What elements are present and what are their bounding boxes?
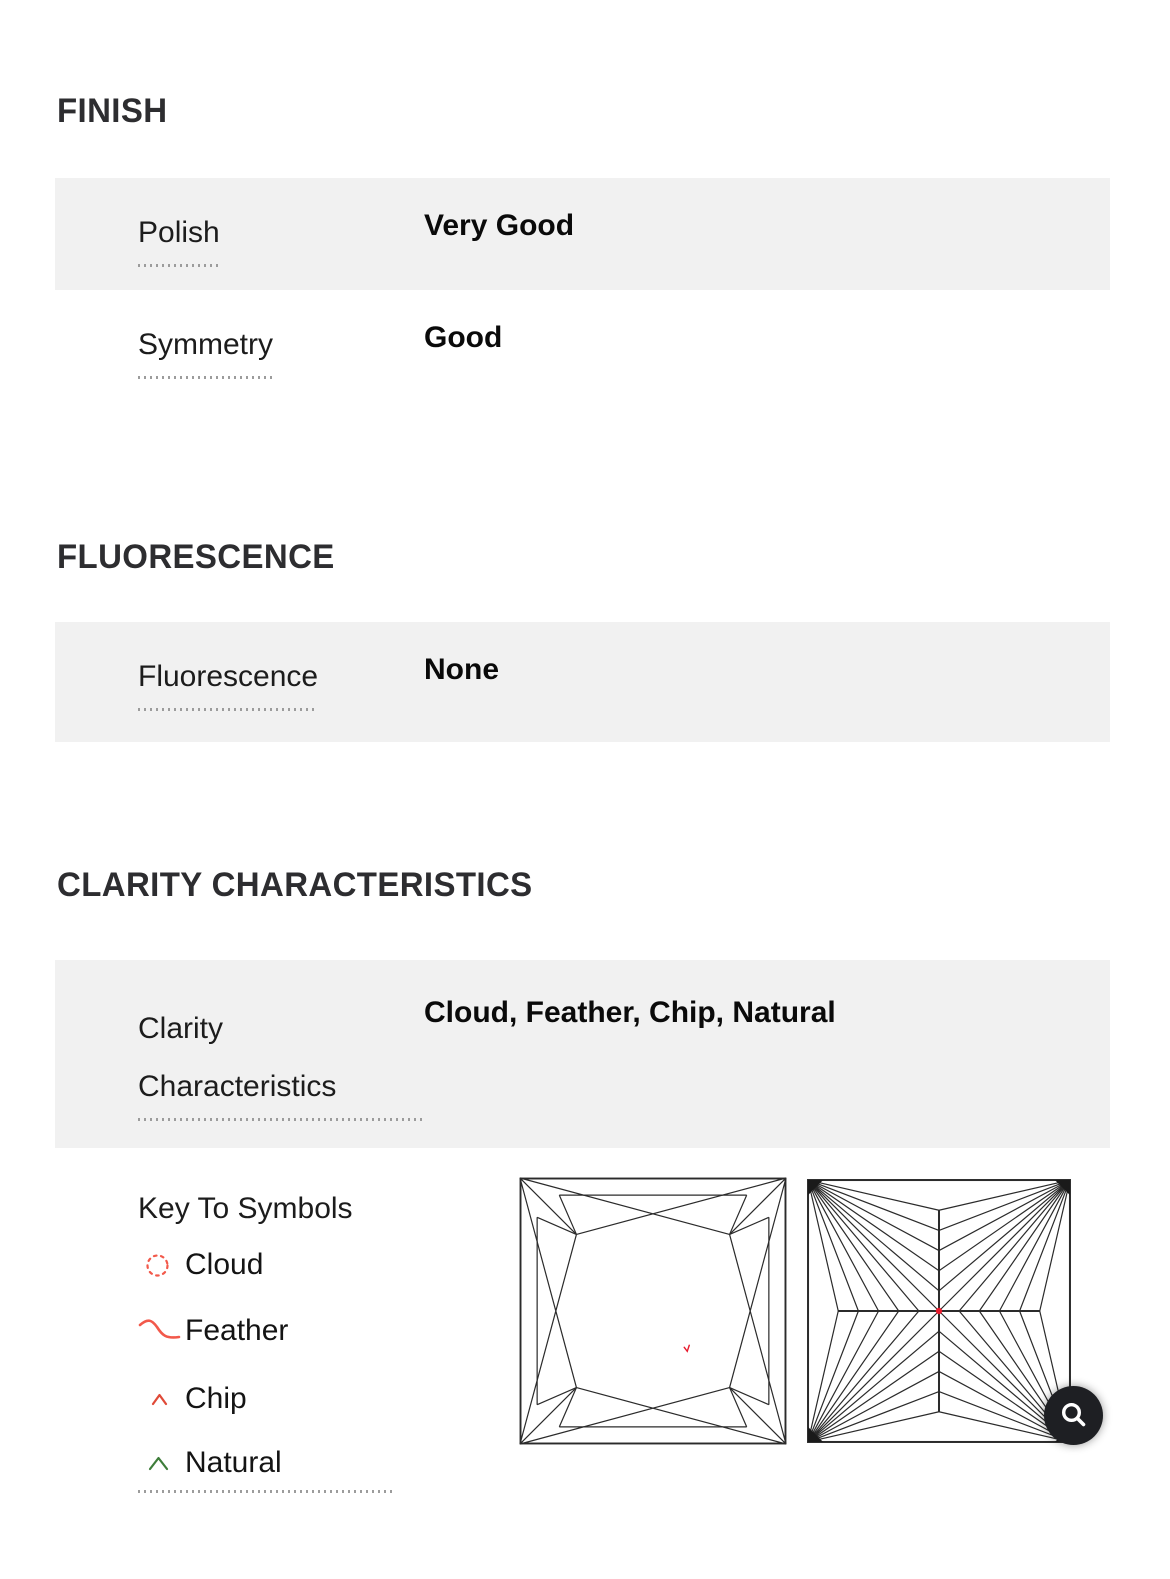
dotted-underline	[138, 264, 220, 267]
key-item-cloud	[138, 1246, 263, 1284]
inclusion-mark-feather	[684, 1345, 689, 1351]
zoom-image-button[interactable]	[1044, 1386, 1103, 1445]
section-title-clarity-characteristics: CLARITY CHARACTERISTICS	[57, 866, 533, 904]
magnifier-icon	[1058, 1400, 1090, 1432]
polish-label: Polish	[138, 216, 220, 249]
key-item-label: Feather	[185, 1314, 289, 1347]
chip-caret-icon	[138, 1393, 185, 1406]
fluorescence-value: None	[424, 653, 499, 686]
clarity-characteristics-value: Cloud, Feather, Chip, Natural	[424, 996, 836, 1029]
feather-s-curve-icon	[138, 1319, 185, 1343]
clarity-characteristics-label: Clarity Characteristics	[138, 1012, 337, 1103]
pavilion-view-diagram[interactable]	[804, 1176, 1074, 1446]
key-item-label: Cloud	[185, 1248, 264, 1281]
symmetry-value: Good	[424, 321, 503, 354]
dotted-underline	[138, 1118, 424, 1121]
section-title-finish: FINISH	[57, 92, 168, 130]
key-to-symbols-block	[138, 1192, 558, 1502]
spec-row-fluorescence	[55, 622, 1110, 742]
key-to-symbols-title: Key To Symbols	[138, 1192, 353, 1225]
section-title-fluorescence: FLUORESCENCE	[57, 538, 335, 576]
inclusion-mark-center	[936, 1308, 942, 1314]
key-item-label: Chip	[185, 1382, 247, 1415]
dotted-underline	[138, 376, 273, 379]
spec-label-cell	[55, 178, 424, 290]
key-item-label: Natural	[185, 1446, 282, 1479]
spec-label-cell	[55, 290, 424, 440]
spec-row-polish	[55, 178, 1110, 290]
clarity-plot-diagrams	[518, 1176, 1074, 1446]
key-item-natural	[138, 1444, 282, 1482]
spec-row-clarity-characteristics	[55, 960, 1110, 1148]
spec-label-cell	[55, 622, 424, 742]
spec-row-symmetry	[55, 290, 1110, 440]
polish-value: Very Good	[424, 209, 575, 242]
key-item-chip	[138, 1380, 247, 1418]
fluorescence-label: Fluorescence	[138, 660, 319, 693]
dotted-underline	[138, 1490, 396, 1493]
symmetry-label: Symmetry	[138, 328, 273, 361]
spec-label-cell	[55, 960, 424, 1148]
natural-caret-icon	[138, 1456, 185, 1471]
key-item-feather	[138, 1312, 288, 1350]
crown-view-diagram[interactable]	[518, 1176, 788, 1446]
cloud-dotted-circle-icon	[138, 1253, 185, 1278]
dotted-underline	[138, 708, 318, 711]
